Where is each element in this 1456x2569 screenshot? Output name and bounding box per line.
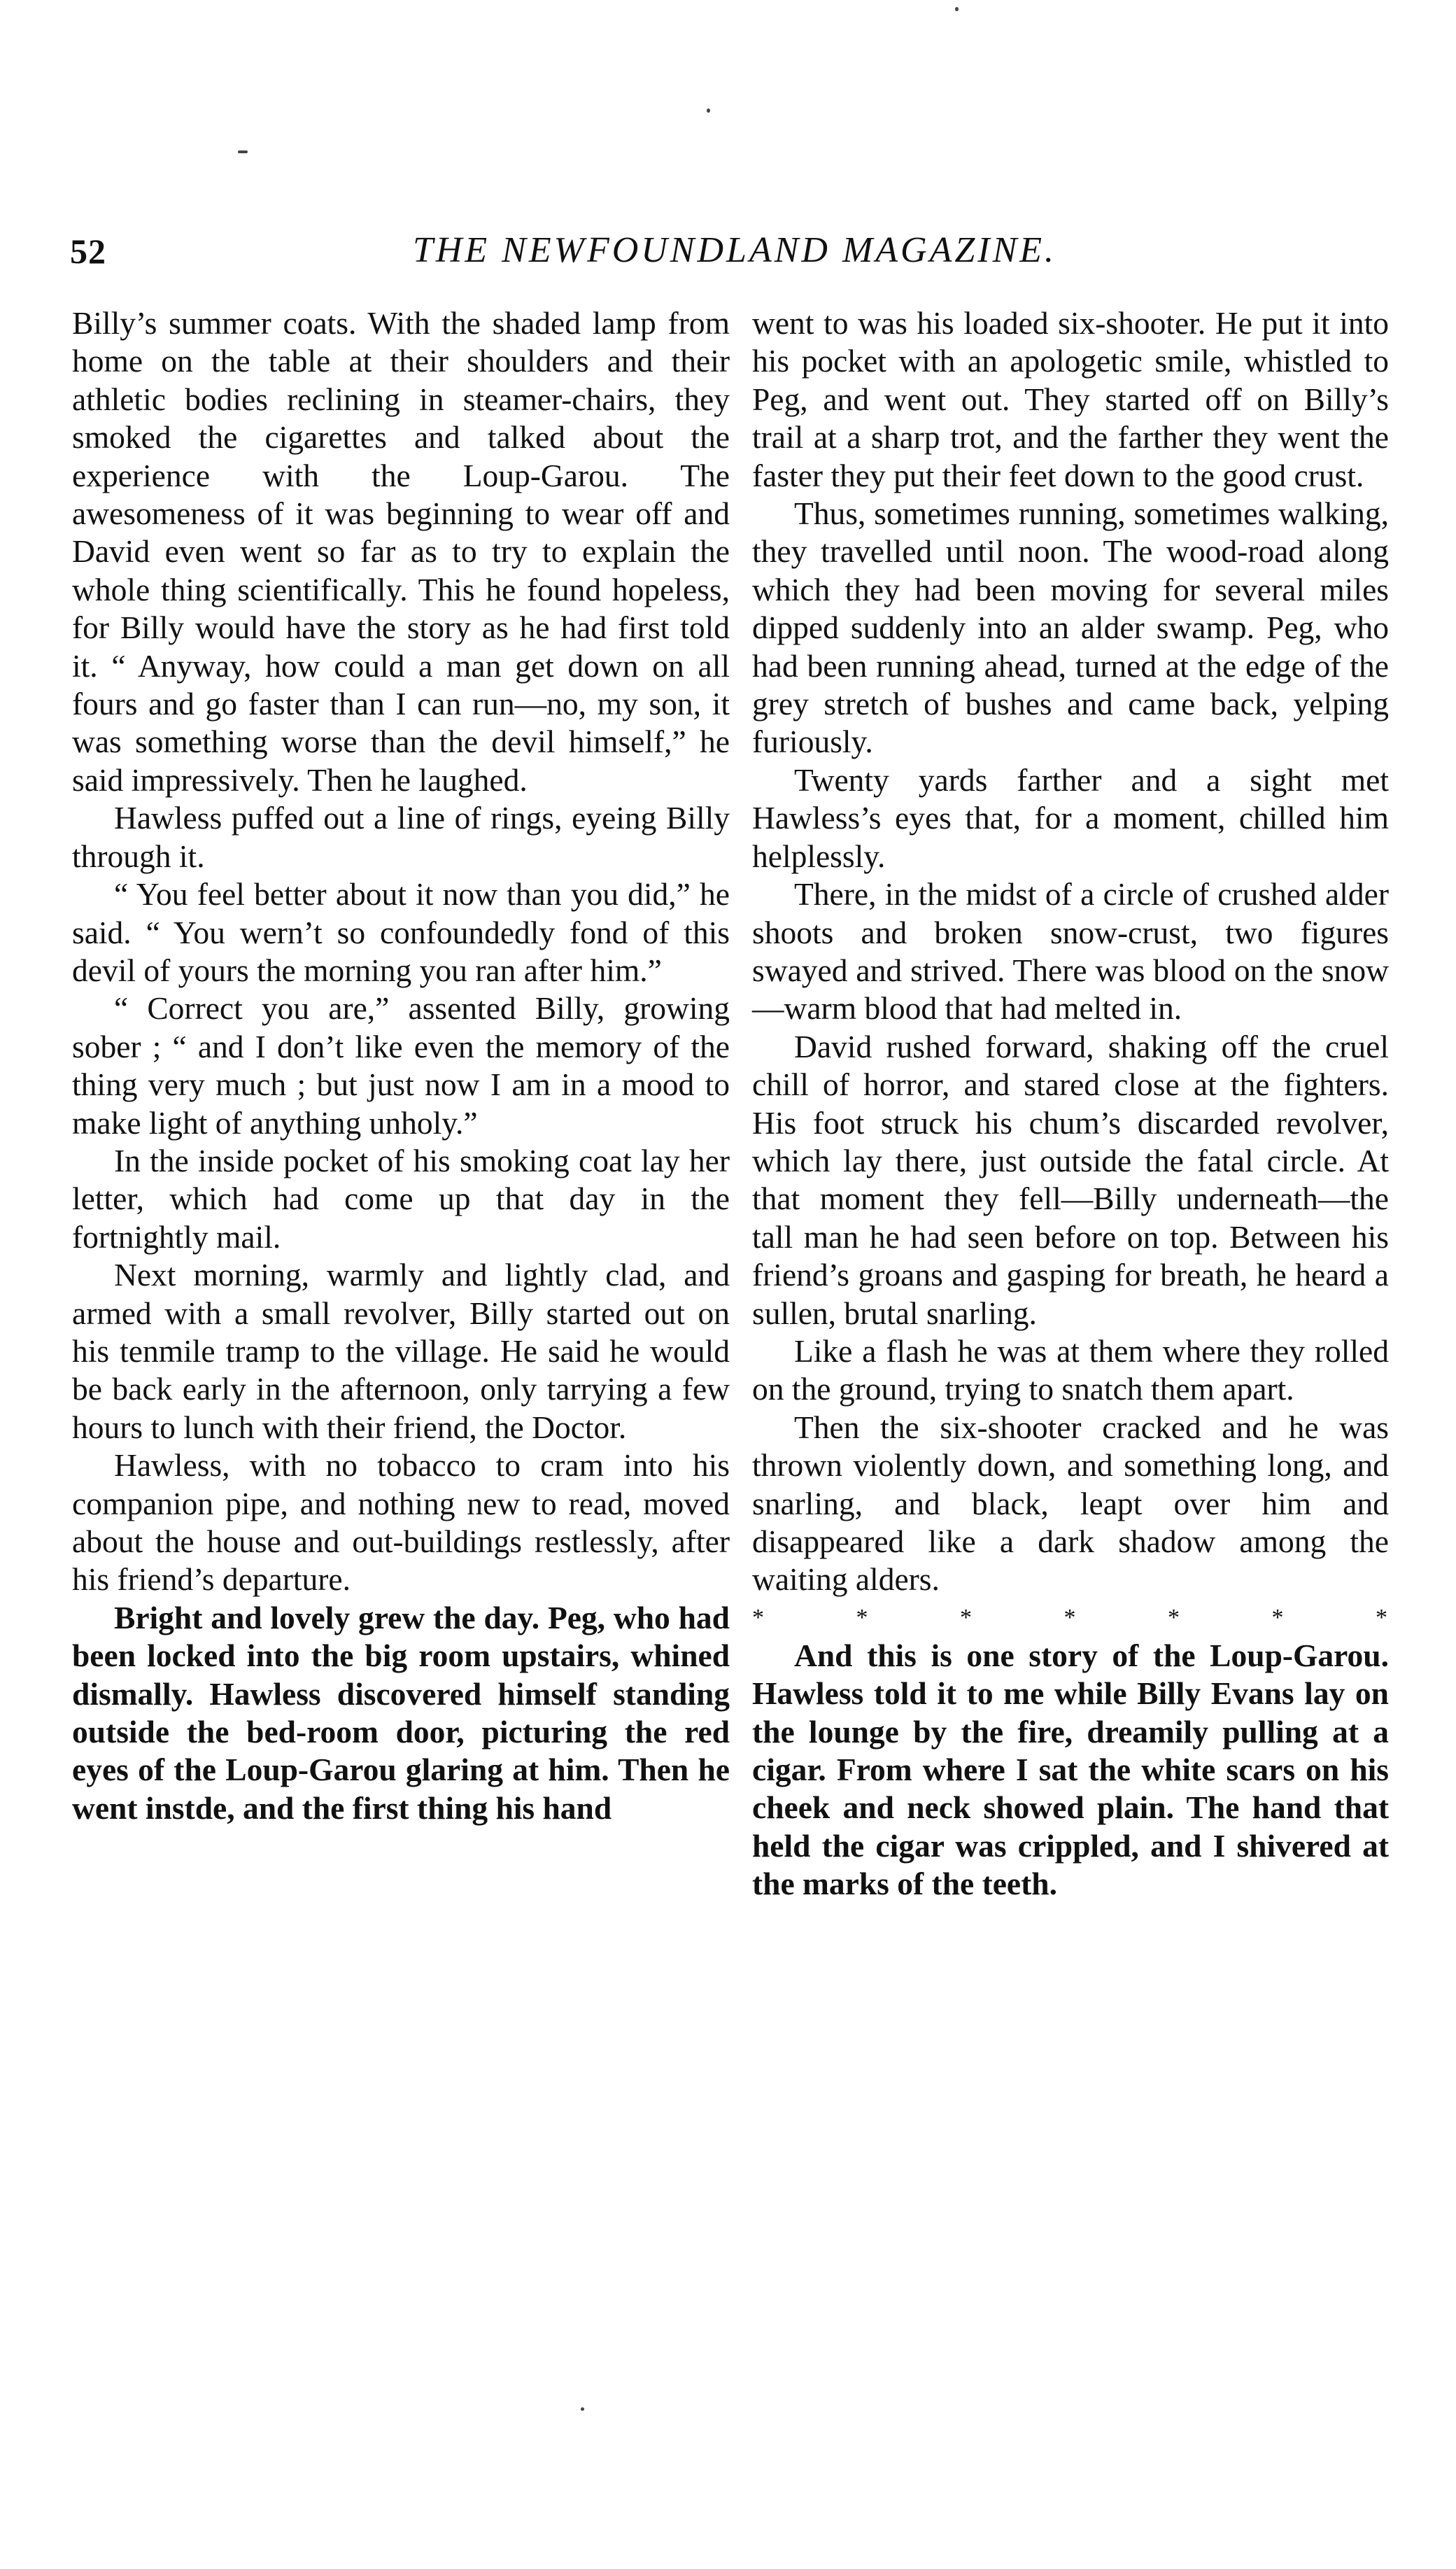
- ink-speck: [238, 150, 248, 153]
- paragraph: Twenty yards farther and a sight met Hawless’s eyes that, for a moment, chilled him helplessly.: [752, 761, 1389, 874]
- ink-speck: [955, 7, 959, 11]
- running-title: THE NEWFOUNDLAND MAGAZINE.: [412, 230, 1057, 270]
- paragraph: And this is one story of the Loup-Garou. Hawless told it to me while Billy Evans lay on the lounge by the fire, dreamily pulling at a cigar. From where I sat the white scars on his cheek and neck showed plain. The hand that held the cigar was crippled, and I shivered at the marks of the teeth.: [752, 1637, 1389, 1902]
- ink-speck: [581, 2407, 584, 2411]
- left-column: [72, 304, 730, 1827]
- paragraph: Hawless puffed out a line of rings, eyeing Billy through it.: [72, 800, 730, 874]
- page-number: 52: [70, 232, 106, 271]
- paragraph: Like a flash he was at them where they rolled on the ground, trying to snatch them apart.: [752, 1332, 1389, 1407]
- paragraph: went to was his loaded six-shooter. He put it into his pocket with an apologetic smile, whistled to Peg, and went out. They started off on Billy’s trail at a sharp trot, and the farther they went the faster they put their feet down to the good crust.: [752, 305, 1389, 493]
- paragraph: Hawless, with no tobacco to cram into his companion pipe, and nothing new to read, moved about the house and out-buildings restlessly, after his friend’s departure.: [72, 1447, 730, 1598]
- paragraph: David rushed forward, shaking off the cruel chill of horror, and stared close at the fighters. His foot struck his chum’s discarded revolver, which lay there, just outside the fatal circle. At that moment they fell—Billy underneath—the tall man he had seen before on top. Between his friend’s groans and gasping for breath, he heard a sullen, brutal snarling.: [752, 1028, 1389, 1331]
- ink-speck: [707, 108, 710, 113]
- paragraph: Next morning, warmly and lightly clad, and armed with a small revolver, Billy started out on his tenmile tramp to the village. He said he would be back early in the afternoon, only tarrying a few hours to lunch with their friend, the Doctor.: [72, 1257, 730, 1445]
- paragraph: Billy’s summer coats. With the shaded lamp from home on the table at their shoulders and their athletic bodies reclining in steamer-chairs, they smoked the cigarettes and talked about the experience with the Loup-Garou. The awesomeness of it was beginning to wear off and David even went so far as to try to explain the whole thing scientifically. This he found hopeless, for Billy would have the story as he had first told it. “ Anyway, how could a man get down on all fours and go faster than I can run—no, my son, it was something worse than the devil himself,” he said impressively. Then he laughed.: [72, 305, 730, 798]
- right-column: [752, 304, 1389, 1903]
- paragraph: In the inside pocket of his smoking coat lay her letter, which had come up that day in the fortnightly mail.: [72, 1142, 730, 1255]
- paragraph: Then the six-shooter cracked and he was thrown violently down, and something long, and snarling, and black, leapt over him and disappeared like a dark shadow among the waiting alders.: [752, 1409, 1389, 1598]
- paragraph: “ Correct you are,” assented Billy, growing sober ; “ and I don’t like even the memory of the thing very much ; but just now I am in a mood to make light of anything unholy.”: [72, 990, 730, 1141]
- paragraph: Thus, sometimes running, sometimes walking, they travelled until noon. The wood-road along which they had been moving for several miles dipped suddenly into an alder swamp. Peg, who had been running ahead, turned at the edge of the grey stretch of bushes and came back, yelping furiously.: [752, 495, 1389, 760]
- paragraph: “ You feel better about it now than you did,” he said. “ You wern’t so confoundedly fond of this devil of yours the morning you ran after him.”: [72, 876, 730, 988]
- paragraph: There, in the midst of a circle of crushed alder shoots and broken snow-crust, two figures swayed and strived. There was blood on the snow —warm blood that had melted in.: [752, 876, 1389, 1027]
- paragraph: Bright and lovely grew the day. Peg, who had been locked into the big room upstairs, whined dismally. Hawless discovered himself standing outside the bed-room door, picturing the red eyes of the Loup-Garou glaring at him. Then he went instde, and the first thing his hand: [72, 1599, 730, 1826]
- page-header: [70, 231, 1399, 294]
- section-separator: * * * * * * *: [752, 1604, 1389, 1631]
